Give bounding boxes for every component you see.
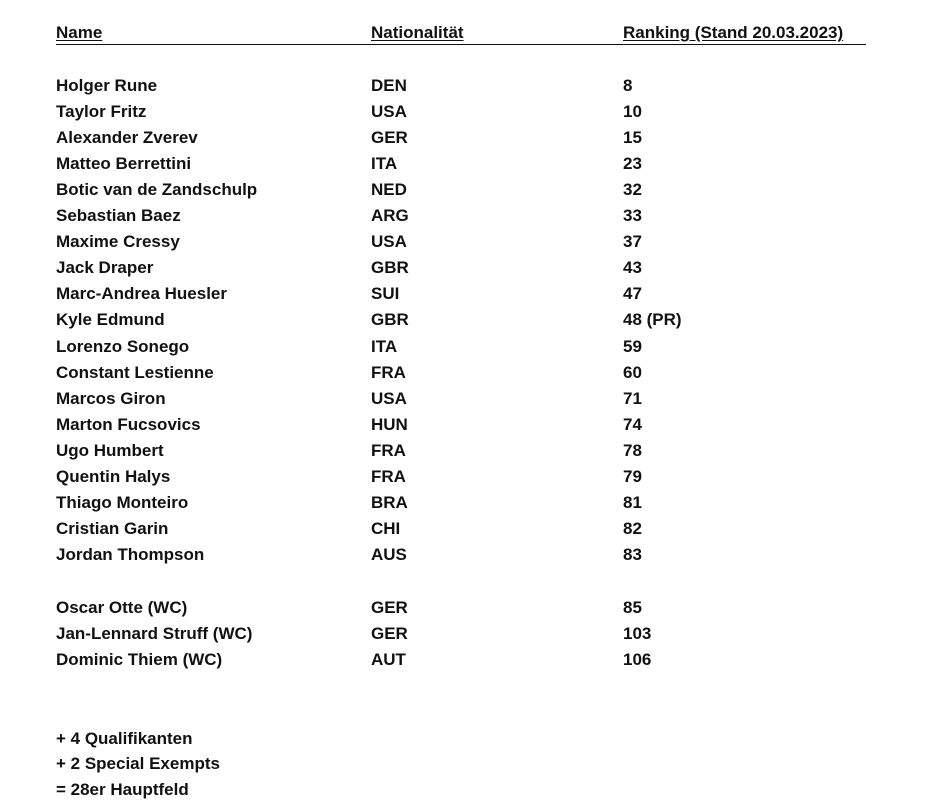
player-name: Maxime Cressy xyxy=(56,232,180,252)
table-row xyxy=(0,596,928,622)
player-ranking: 79 xyxy=(623,466,642,486)
player-ranking: 106 xyxy=(623,650,652,669)
player-nationality: GER xyxy=(371,128,408,148)
player-name: Dominic Thiem (WC) xyxy=(56,650,223,669)
player-ranking: 74 xyxy=(623,414,642,434)
player-ranking: 47 xyxy=(623,284,642,304)
table-row xyxy=(0,439,928,465)
header-nationality: Nationalität xyxy=(371,23,464,42)
player-ranking: 37 xyxy=(623,232,642,252)
player-nationality: AUT xyxy=(371,650,406,669)
table-row xyxy=(0,387,928,413)
player-ranking: 33 xyxy=(623,206,642,226)
player-name: Jan-Lennard Struff (WC) xyxy=(56,624,253,643)
player-name: Matteo Berrettini xyxy=(56,154,192,174)
player-nationality: FRA xyxy=(371,466,406,486)
player-nationality: GER xyxy=(371,598,408,617)
player-nationality: DEN xyxy=(371,76,407,95)
player-nationality: USA xyxy=(371,102,407,122)
player-ranking: 59 xyxy=(623,336,642,356)
table-row xyxy=(0,230,928,256)
player-name: Jack Draper xyxy=(56,258,154,278)
player-ranking: 103 xyxy=(623,624,652,643)
player-name: Holger Rune xyxy=(56,76,158,95)
table-row xyxy=(0,622,928,648)
player-nationality: USA xyxy=(371,232,407,252)
player-nationality: GER xyxy=(371,624,408,643)
player-name: Marton Fucsovics xyxy=(56,414,201,434)
table-row xyxy=(0,517,928,543)
player-name: Ugo Humbert xyxy=(56,440,164,460)
table-row xyxy=(0,256,928,282)
table-row xyxy=(0,152,928,178)
player-name: Sebastian Baez xyxy=(56,206,181,226)
player-name: Jordan Thompson xyxy=(56,544,205,564)
player-nationality: USA xyxy=(371,388,407,408)
player-name: Quentin Halys xyxy=(56,466,171,486)
player-nationality: ARG xyxy=(371,206,409,226)
player-name: Constant Lestienne xyxy=(56,362,214,382)
footer-line: + 4 Qualifikanten xyxy=(56,729,193,748)
table-row xyxy=(0,126,928,152)
player-ranking: 23 xyxy=(623,154,642,174)
player-nationality: ITA xyxy=(371,154,398,174)
table-row xyxy=(0,413,928,439)
table-row xyxy=(0,178,928,204)
table-row xyxy=(0,491,928,517)
player-ranking: 82 xyxy=(623,518,642,538)
player-name: Alexander Zverev xyxy=(56,128,198,148)
table-row xyxy=(0,100,928,126)
player-nationality: HUN xyxy=(371,414,408,434)
player-name: Marc-Andrea Huesler xyxy=(56,284,228,304)
table-row xyxy=(0,204,928,230)
player-nationality: CHI xyxy=(371,518,401,538)
player-name: Thiago Monteiro xyxy=(56,492,189,512)
player-ranking: 81 xyxy=(623,492,642,512)
header-name: Name xyxy=(56,23,103,42)
player-name: Kyle Edmund xyxy=(56,310,165,330)
table-row xyxy=(0,648,928,674)
player-nationality: GBR xyxy=(371,310,409,330)
table-row xyxy=(0,282,928,308)
player-nationality: ITA xyxy=(371,336,398,356)
header-ranking: Ranking (Stand 20.03.2023) xyxy=(623,23,844,42)
table-row xyxy=(0,308,928,334)
player-ranking: 48 (PR) xyxy=(623,310,682,330)
player-ranking: 85 xyxy=(623,598,642,617)
table-row xyxy=(0,335,928,361)
table-row xyxy=(0,74,928,100)
footer-line: = 28er Hauptfeld xyxy=(56,780,189,799)
player-nationality: FRA xyxy=(371,362,406,382)
player-nationality: GBR xyxy=(371,258,409,278)
player-name: Cristian Garin xyxy=(56,518,169,538)
player-nationality: NED xyxy=(371,180,407,200)
player-nationality: AUS xyxy=(371,544,407,564)
player-ranking: 10 xyxy=(623,102,642,122)
player-name: Taylor Fritz xyxy=(56,102,147,122)
table-header xyxy=(56,22,866,45)
player-name: Botic van de Zandschulp xyxy=(56,180,258,200)
table-row xyxy=(0,361,928,387)
player-ranking: 60 xyxy=(623,362,642,382)
player-ranking: 15 xyxy=(623,128,642,148)
player-ranking: 43 xyxy=(623,258,642,278)
player-nationality: SUI xyxy=(371,284,400,304)
player-ranking: 83 xyxy=(623,544,642,564)
player-ranking: 71 xyxy=(623,388,642,408)
player-name: Marcos Giron xyxy=(56,388,166,408)
player-ranking: 78 xyxy=(623,440,642,460)
table-row xyxy=(0,543,928,569)
player-nationality: BRA xyxy=(371,492,408,512)
player-name: Lorenzo Sonego xyxy=(56,336,190,356)
table-row xyxy=(0,465,928,491)
player-name: Oscar Otte (WC) xyxy=(56,598,188,617)
player-ranking: 8 xyxy=(623,76,633,95)
player-nationality: FRA xyxy=(371,440,406,460)
player-ranking: 32 xyxy=(623,180,642,200)
footer-line: + 2 Special Exempts xyxy=(56,754,220,773)
